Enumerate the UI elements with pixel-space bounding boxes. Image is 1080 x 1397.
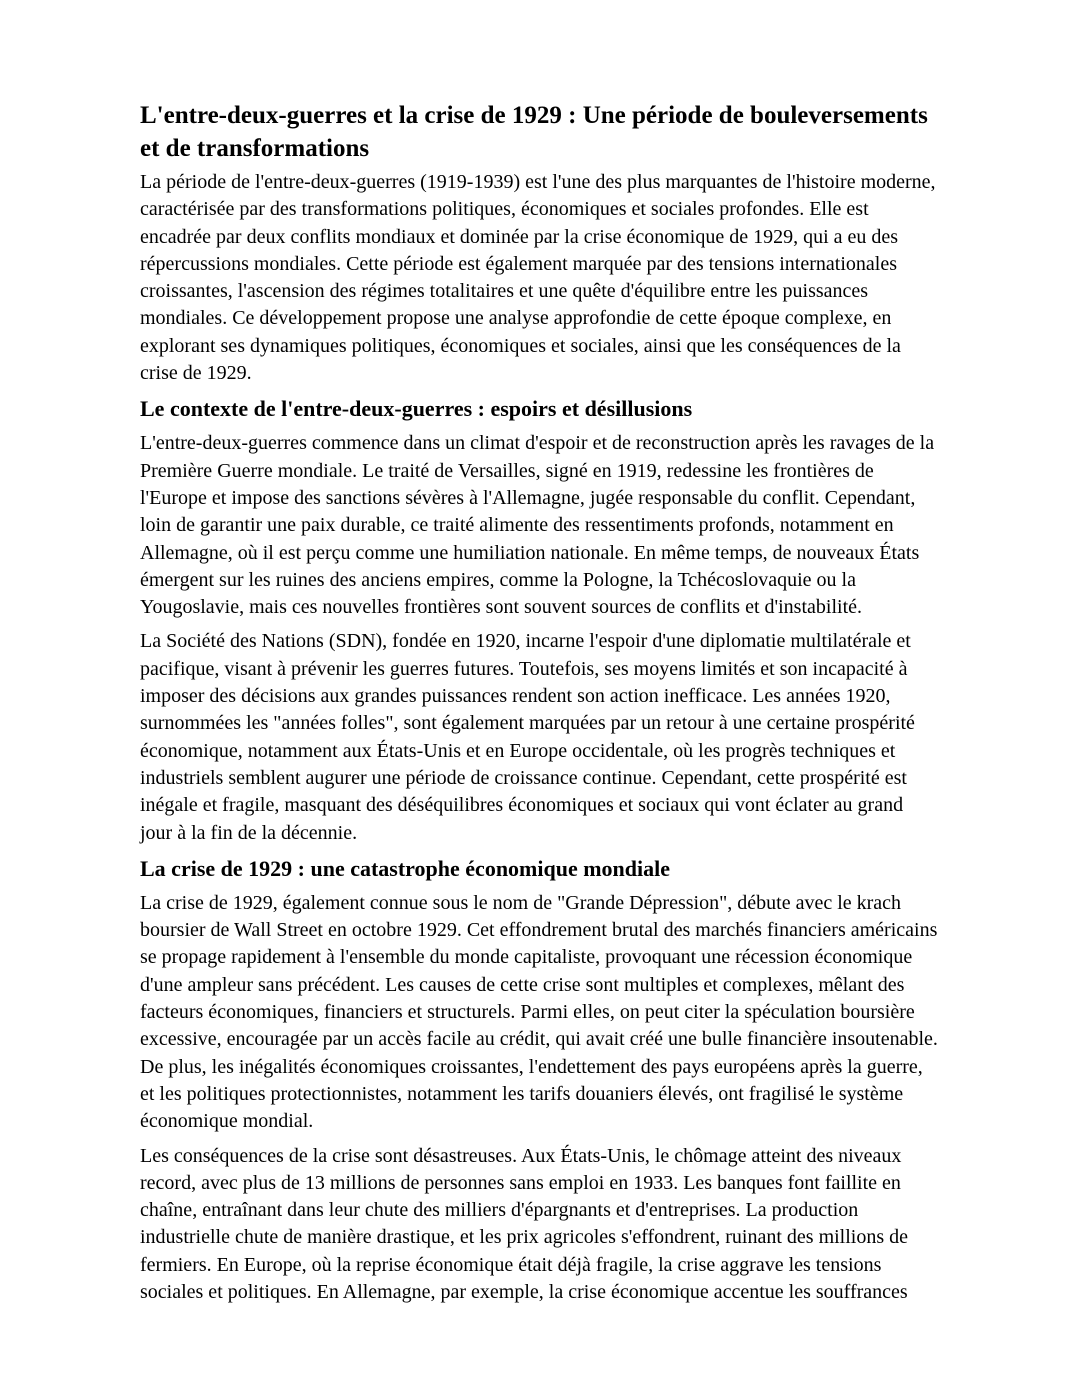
- section-heading-contexte-entre-deux-guerres: Le contexte de l'entre-deux-guerres : espoirs et désillusions: [140, 396, 693, 422]
- paragraph-societe-des-nations: La Société des Nations (SDN), fondée en 1920, incarne l'espoir d'une diplomatie multilatérale et pacifique, visant à prévenir les guerres futures. Toutefois, ses moyens limités et son incapacité à imposer des décisions aux grandes puissances rendent son action inefficace. Les années 1920, surnommées les "années folles", sont également marquées par un retour à une certaine prospérité économique, notamment aux États-Unis et en Europe occidentale, où les progrès techniques et industriels semblent augurer une période de croissance continue. Cependant, cette prospérité est inégale et fragile, masquant des déséquilibres économiques et sociaux qui vont éclater au grand jour à la fin de la décennie.: [140, 630, 915, 844]
- paragraph-traite-versailles: L'entre-deux-guerres commence dans un climat d'espoir et de reconstruction après les ravages de la Première Guerre mondiale. Le traité de Versailles, signé en 1919, redessine les frontières de l'Europe et impose des sanctions sévères à l'Allemagne, jugée responsable du conflit. Cependant, loin de garantir une paix durable, ce traité alimente des ressentiments profonds, notamment en Allemagne, où il est perçu comme une humiliation nationale. En même temps, de nouveaux États émergent sur les ruines des anciens empires, comme la Pologne, la Tchécoslovaquie ou la Yougoslavie, mais ces nouvelles frontières sont souvent sources de conflits et d'instabilité.: [140, 432, 935, 619]
- document-title: L'entre-deux-guerres et la crise de 1929 : Une période de bouleversements et de transformations: [140, 102, 928, 162]
- paragraph-consequences-crise: Les conséquences de la crise sont désastreuses. Aux États-Unis, le chômage atteint des niveaux record, avec plus de 13 millions de personnes sans emploi en 1933. Les banques font faillite en chaîne, entraînant dans leur chute des milliers d'épargnants et d'entreprises. La production industrielle chute de manière drastique, et les prix agricoles s'effondrent, ruinant des millions de fermiers. En Europe, où la reprise économique était déjà fragile, la crise aggrave les tensions sociales et politiques. En Allemagne, par exemple, la crise économique accentue les souffrances: [140, 1144, 909, 1303]
- intro-paragraph: La période de l'entre-deux-guerres (1919-1939) est l'une des plus marquantes de l'histoire moderne, caractérisée par des transformations politiques, économiques et sociales profondes. Elle est encadrée par deux conflits mondiaux et dominée par la crise économique de 1929, qui a eu des répercussions mondiales. Cette période est également marquée par des tensions internationales croissantes, l'ascension des régimes totalitaires et une quête d'équilibre entre les puissances mondiales. Ce développement propose une analyse approfondie de cette époque complexe, en explorant ses dynamiques politiques, économiques et sociales, ainsi que les conséquences de la crise de 1929.: [140, 171, 936, 385]
- paragraph-krach-boursier: La crise de 1929, également connue sous le nom de "Grande Dépression", débute avec le krach boursier de Wall Street en octobre 1929. Cet effondrement brutal des marchés financiers américains se propage rapidement à l'ensemble du monde capitaliste, provoquant une récession économique d'une ampleur sans précédent. Les causes de cette crise sont multiples et complexes, mêlant des facteurs économiques, financiers et structurels. Parmi elles, on peut citer la spéculation boursière excessive, encouragée par un accès facile au crédit, qui avait créé une bulle financière insoutenable. De plus, les inégalités économiques croissantes, l'endettement des pays européens après la guerre, et les politiques protectionnistes, notamment les tarifs douaniers élevés, ont fragilisé le système économique mondial.: [140, 891, 938, 1133]
- section-heading-crise-1929: La crise de 1929 : une catastrophe économique mondiale: [140, 855, 671, 881]
